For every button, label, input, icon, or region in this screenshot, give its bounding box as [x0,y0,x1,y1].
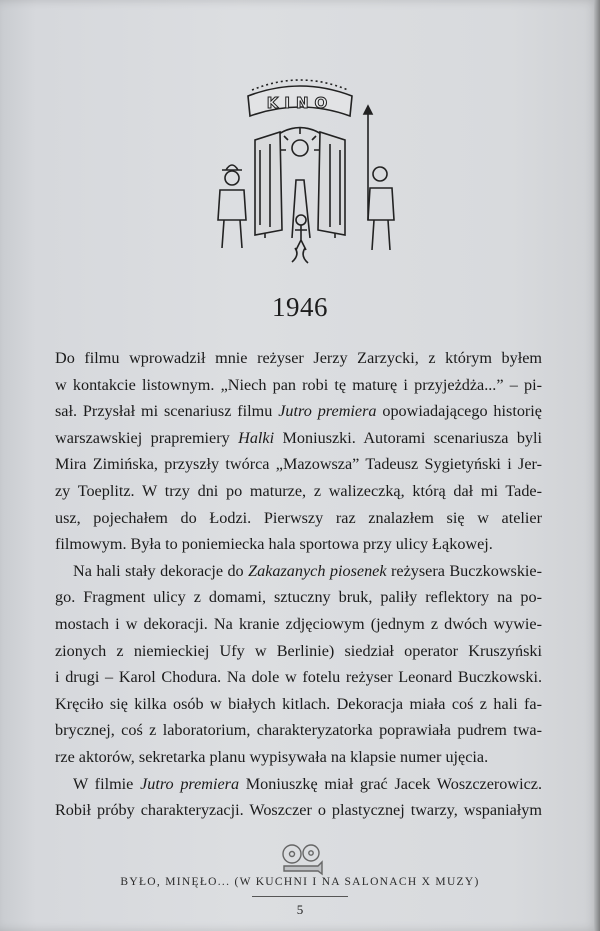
text-segment: Moniuszkę miał grać Jacek Woszczerowicz. [239,774,542,793]
page-number: 5 [296,902,304,917]
text-segment: i drugi – Karol Chodura. Na dole w fotelu reżyser Leonard Buczkowski. [55,668,542,687]
text-line [55,584,542,611]
kino-sign-text: KINO [266,94,334,112]
italic-title: Zakazanych piosenek [248,561,387,580]
italic-title: Jutro premiera [278,402,377,421]
text-line [55,691,542,718]
text-segment: mostach i w dekoracji. Na kranie zdjęciowym (jednym z dwóch wywie- [55,614,542,633]
text-line [55,345,542,372]
footer-rule [252,896,348,897]
text-segment: go. Fragment ulicy z domami, sztuczny bruk, paliły reflektory na po- [55,588,542,607]
chapter-title: 1946 [272,292,328,322]
running-head: BYŁO, MINĘŁO... (W KUCHNI I NA SALONACH X MUZY) [120,876,480,888]
text-line [55,797,542,824]
text-line [55,478,542,505]
text-segment: usz, pojechałem do Łodzi. Pierwszy raz znalazłem się w atelier [55,508,542,527]
body-text [55,345,542,824]
text-line [55,611,542,638]
italic-title: Halki [238,428,275,447]
text-segment: sał. Przysłał mi scenariusz filmu [55,402,279,421]
text-segment: Na hali stały dekoracje do [73,561,249,580]
text-line [55,771,542,798]
text-line [55,744,542,771]
text-segment: w kontakcie listownym. „Niech pan robi tę maturę i przyjeżdża...” – pi- [55,375,542,394]
text-line [55,558,542,585]
text-line [55,372,542,399]
text-segment: W filmie [73,774,141,793]
text-line [55,451,542,478]
text-line [55,717,542,744]
text-line [55,505,542,532]
text-segment: Robił próby charakteryzacji. Woszczer o plastycznej twarzy, wspaniałym [55,801,542,820]
film-reel-icon [278,842,328,878]
text-segment: warszawskiej prapremiery [55,428,239,447]
text-segment: Do filmu wprowadził mnie reżyser Jerzy Zarzycki, z którym byłem [55,349,542,367]
text-line [55,398,542,425]
text-segment: zy Toeplitz. W trzy dni po maturze, z walizeczką, którą dał mi Tade- [55,481,542,500]
text-segment: reżysera Buczkowskie- [386,561,542,580]
kino-illustration [200,70,400,270]
text-segment: brycznej, coś z laboratorium, charakteryzatorka poprawiała pudrem twa- [55,721,542,740]
text-segment: rze aktorów, sekretarka planu wypisywała na klapsie numer ujęcia. [55,747,489,766]
text-line [55,425,542,452]
text-line [55,531,542,558]
text-segment: zionych z niemieckiej Ufy w Berlinie) siedział operator Kruszyński [55,641,542,660]
page-edge [594,0,600,931]
text-line [55,664,542,691]
text-segment: Moniuszki. Autorami scenariusza byli [274,428,542,447]
italic-title: Jutro premiera [140,774,240,793]
text-segment: filmowym. Była to poniemiecka hala sportowa przy ulicy Łąkowej. [55,535,493,554]
text-segment: Mira Zimińska, przyszły twórca „Mazowsza” Tadeusz Sygietyński i Jer- [55,455,542,474]
text-segment: opowiadającego historię [376,402,542,421]
text-line [55,638,542,665]
text-segment: Kręciło się kilka osób w białych kitlach. Dekoracja miała coś z hali fa- [55,694,542,713]
